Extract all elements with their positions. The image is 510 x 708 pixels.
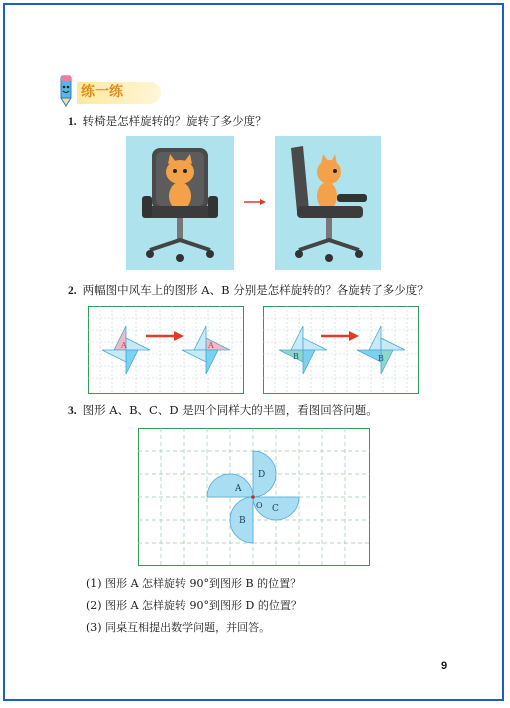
semicircle-grid (138, 428, 370, 566)
section-title: 练一练 (81, 84, 123, 100)
pinwheel-b-label-1: B (293, 352, 299, 361)
semicircle-label-b: B (239, 516, 246, 526)
chair-side-image (275, 136, 381, 270)
center-label-o: O (256, 501, 263, 510)
semicircle-label-a: A (235, 484, 242, 494)
semicircle-label-d: D (258, 470, 266, 480)
pencil-mascot-icon (55, 72, 79, 108)
semicircle-label-c: C (272, 504, 279, 514)
sub-question-2: (2) 图形 A 怎样旋转 90°到图形 D 的位置？ (86, 599, 302, 612)
question-2 (68, 282, 429, 299)
question-1-text: 转椅是怎样旋转的？旋转了多少度？ (82, 114, 267, 128)
chair-front-image (126, 136, 234, 270)
sub-question-3: (3) 同桌互相提出数学问题，并回答。 (86, 621, 271, 634)
pinwheel-a-label-1: A (121, 341, 127, 350)
sub-question-1: (1) 图形 A 怎样旋转 90°到图形 B 的位置？ (86, 577, 302, 590)
question-3-text: 图形 A、B、C、D 是四个同样大的半圆，看图回答问题。 (82, 403, 378, 417)
question-1 (68, 113, 267, 130)
pinwheel-b-label-2: B (378, 354, 384, 363)
page-number: 9 (441, 660, 448, 672)
question-3-number: 3. (68, 405, 77, 417)
question-1-number: 1. (68, 116, 77, 128)
question-2-number: 2. (68, 285, 77, 297)
pinwheel-a-label-2: A (208, 341, 214, 350)
question-2-text: 两幅图中风车上的图形 A、B 分别是怎样旋转的？各旋转了多少度？ (82, 283, 429, 297)
section-header (55, 72, 165, 106)
pinwheel-grid-b (263, 306, 419, 394)
pinwheel-grid-a (88, 306, 244, 394)
rotation-arrow-icon (244, 198, 266, 206)
question-3 (68, 402, 378, 419)
